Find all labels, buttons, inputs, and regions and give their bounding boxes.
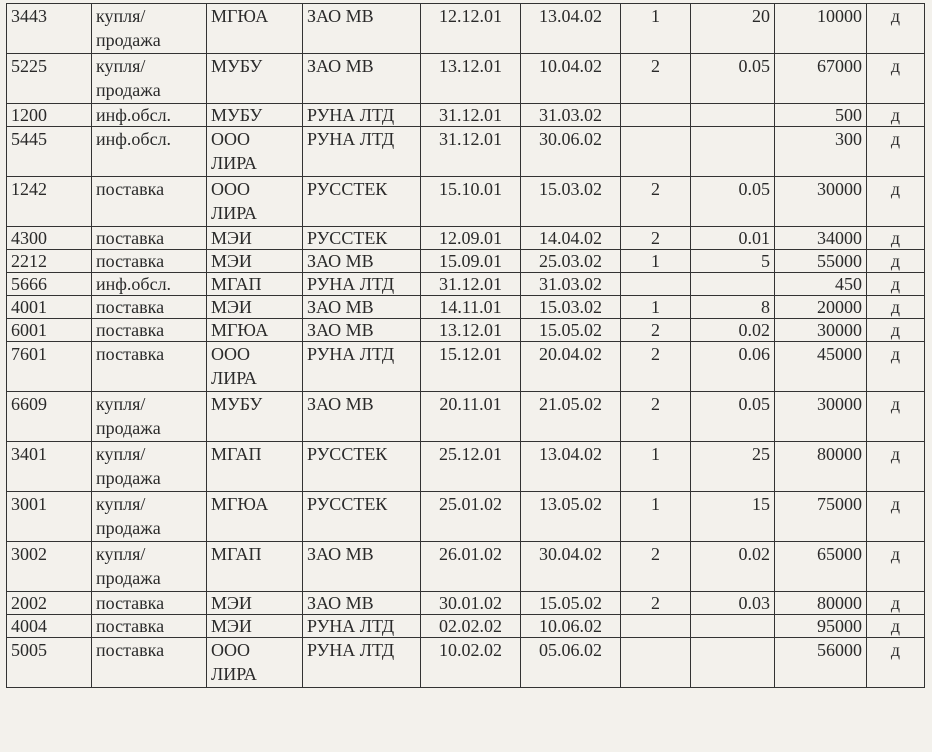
- supplier-name: РУССТЕК: [303, 227, 421, 250]
- term-code: 1: [621, 250, 691, 273]
- contract-number: 3443: [7, 4, 92, 54]
- table-row: [7, 615, 925, 638]
- status-flag: д: [867, 250, 925, 273]
- table-row: [7, 127, 925, 177]
- contract-type: инф.обсл.: [92, 273, 207, 296]
- client-name: МУБУ: [207, 54, 303, 104]
- rate-value: 0.03: [691, 592, 775, 615]
- contract-number: 5225: [7, 54, 92, 104]
- amount-value: 500: [775, 104, 867, 127]
- amount-value: 300: [775, 127, 867, 177]
- contract-type: купля/ продажа: [92, 492, 207, 542]
- supplier-name: ЗАО МВ: [303, 296, 421, 319]
- end-date: 10.04.02: [521, 54, 621, 104]
- status-flag: д: [867, 54, 925, 104]
- end-date: 13.04.02: [521, 4, 621, 54]
- amount-value: 75000: [775, 492, 867, 542]
- term-code: [621, 638, 691, 688]
- contract-type: поставка: [92, 319, 207, 342]
- status-flag: д: [867, 542, 925, 592]
- status-flag: д: [867, 104, 925, 127]
- table-row: [7, 273, 925, 296]
- amount-value: 30000: [775, 392, 867, 442]
- client-name: МЭИ: [207, 615, 303, 638]
- status-flag: д: [867, 442, 925, 492]
- term-code: 2: [621, 592, 691, 615]
- contract-type: инф.обсл.: [92, 104, 207, 127]
- rate-value: [691, 127, 775, 177]
- status-flag: д: [867, 177, 925, 227]
- rate-value: 0.05: [691, 54, 775, 104]
- amount-value: 55000: [775, 250, 867, 273]
- supplier-name: РУНА ЛТД: [303, 615, 421, 638]
- client-name: МГЮА: [207, 492, 303, 542]
- start-date: 13.12.01: [421, 319, 521, 342]
- supplier-name: РУССТЕК: [303, 177, 421, 227]
- rate-value: [691, 273, 775, 296]
- client-name: МГАП: [207, 273, 303, 296]
- term-code: 2: [621, 542, 691, 592]
- table-row: [7, 492, 925, 542]
- status-flag: д: [867, 638, 925, 688]
- client-name: МГЮА: [207, 319, 303, 342]
- term-code: 2: [621, 319, 691, 342]
- term-code: [621, 104, 691, 127]
- rate-value: 0.02: [691, 542, 775, 592]
- amount-value: 45000: [775, 342, 867, 392]
- term-code: 1: [621, 442, 691, 492]
- rate-value: 20: [691, 4, 775, 54]
- term-code: 2: [621, 177, 691, 227]
- contract-type: поставка: [92, 592, 207, 615]
- supplier-name: РУССТЕК: [303, 442, 421, 492]
- start-date: 25.12.01: [421, 442, 521, 492]
- amount-value: 80000: [775, 442, 867, 492]
- start-date: 30.01.02: [421, 592, 521, 615]
- rate-value: 5: [691, 250, 775, 273]
- start-date: 31.12.01: [421, 127, 521, 177]
- contract-number: 4004: [7, 615, 92, 638]
- amount-value: 34000: [775, 227, 867, 250]
- term-code: [621, 615, 691, 638]
- amount-value: 30000: [775, 177, 867, 227]
- table-row: [7, 392, 925, 442]
- supplier-name: ЗАО МВ: [303, 542, 421, 592]
- term-code: 1: [621, 492, 691, 542]
- contract-number: 2212: [7, 250, 92, 273]
- end-date: 31.03.02: [521, 104, 621, 127]
- status-flag: д: [867, 319, 925, 342]
- term-code: [621, 273, 691, 296]
- end-date: 15.05.02: [521, 592, 621, 615]
- end-date: 20.04.02: [521, 342, 621, 392]
- table-row: [7, 319, 925, 342]
- supplier-name: РУНА ЛТД: [303, 342, 421, 392]
- rate-value: 15: [691, 492, 775, 542]
- table-row: [7, 54, 925, 104]
- rate-value: 8: [691, 296, 775, 319]
- start-date: 31.12.01: [421, 273, 521, 296]
- status-flag: д: [867, 296, 925, 319]
- supplier-name: ЗАО МВ: [303, 319, 421, 342]
- contract-type: купля/ продажа: [92, 542, 207, 592]
- start-date: 02.02.02: [421, 615, 521, 638]
- amount-value: 67000: [775, 54, 867, 104]
- table-row: [7, 442, 925, 492]
- supplier-name: РУНА ЛТД: [303, 638, 421, 688]
- rate-value: 0.02: [691, 319, 775, 342]
- contract-type: поставка: [92, 615, 207, 638]
- client-name: МЭИ: [207, 296, 303, 319]
- start-date: 13.12.01: [421, 54, 521, 104]
- end-date: 25.03.02: [521, 250, 621, 273]
- start-date: 26.01.02: [421, 542, 521, 592]
- end-date: 14.04.02: [521, 227, 621, 250]
- term-code: 1: [621, 4, 691, 54]
- table-row: [7, 4, 925, 54]
- end-date: 15.03.02: [521, 296, 621, 319]
- client-name: ООО ЛИРА: [207, 638, 303, 688]
- amount-value: 450: [775, 273, 867, 296]
- amount-value: 30000: [775, 319, 867, 342]
- term-code: 2: [621, 227, 691, 250]
- end-date: 13.05.02: [521, 492, 621, 542]
- rate-value: [691, 104, 775, 127]
- contract-number: 2002: [7, 592, 92, 615]
- status-flag: д: [867, 273, 925, 296]
- client-name: МУБУ: [207, 392, 303, 442]
- supplier-name: РУССТЕК: [303, 492, 421, 542]
- term-code: 2: [621, 342, 691, 392]
- contract-number: 1242: [7, 177, 92, 227]
- contract-number: 5005: [7, 638, 92, 688]
- table-row: [7, 227, 925, 250]
- contract-number: 3001: [7, 492, 92, 542]
- client-name: МГЮА: [207, 4, 303, 54]
- start-date: 25.01.02: [421, 492, 521, 542]
- end-date: 30.04.02: [521, 542, 621, 592]
- contract-number: 4001: [7, 296, 92, 319]
- supplier-name: ЗАО МВ: [303, 54, 421, 104]
- supplier-name: ЗАО МВ: [303, 592, 421, 615]
- client-name: МГАП: [207, 442, 303, 492]
- end-date: 31.03.02: [521, 273, 621, 296]
- client-name: ООО ЛИРА: [207, 342, 303, 392]
- table-row: [7, 177, 925, 227]
- amount-value: 20000: [775, 296, 867, 319]
- table-row: [7, 342, 925, 392]
- supplier-name: ЗАО МВ: [303, 392, 421, 442]
- start-date: 10.02.02: [421, 638, 521, 688]
- contract-type: купля/ продажа: [92, 442, 207, 492]
- contract-type: купля/ продажа: [92, 4, 207, 54]
- rate-value: [691, 638, 775, 688]
- term-code: 2: [621, 54, 691, 104]
- end-date: 13.04.02: [521, 442, 621, 492]
- status-flag: д: [867, 227, 925, 250]
- amount-value: 95000: [775, 615, 867, 638]
- amount-value: 10000: [775, 4, 867, 54]
- end-date: 05.06.02: [521, 638, 621, 688]
- start-date: 15.10.01: [421, 177, 521, 227]
- start-date: 14.11.01: [421, 296, 521, 319]
- contract-type: поставка: [92, 227, 207, 250]
- start-date: 31.12.01: [421, 104, 521, 127]
- contract-number: 3401: [7, 442, 92, 492]
- contract-number: 6001: [7, 319, 92, 342]
- contract-type: купля/ продажа: [92, 392, 207, 442]
- client-name: МЭИ: [207, 250, 303, 273]
- status-flag: д: [867, 392, 925, 442]
- table-row: [7, 542, 925, 592]
- contract-type: поставка: [92, 177, 207, 227]
- supplier-name: РУНА ЛТД: [303, 104, 421, 127]
- contract-type: купля/ продажа: [92, 54, 207, 104]
- supplier-name: ЗАО МВ: [303, 4, 421, 54]
- table-row: [7, 250, 925, 273]
- end-date: 30.06.02: [521, 127, 621, 177]
- rate-value: 0.05: [691, 392, 775, 442]
- client-name: ООО ЛИРА: [207, 177, 303, 227]
- client-name: МЭИ: [207, 592, 303, 615]
- contract-number: 5666: [7, 273, 92, 296]
- status-flag: д: [867, 592, 925, 615]
- table-row: [7, 104, 925, 127]
- status-flag: д: [867, 492, 925, 542]
- contract-number: 7601: [7, 342, 92, 392]
- end-date: 15.05.02: [521, 319, 621, 342]
- term-code: 1: [621, 296, 691, 319]
- status-flag: д: [867, 4, 925, 54]
- amount-value: 65000: [775, 542, 867, 592]
- client-name: МУБУ: [207, 104, 303, 127]
- rate-value: 0.05: [691, 177, 775, 227]
- client-name: МГАП: [207, 542, 303, 592]
- status-flag: д: [867, 615, 925, 638]
- supplier-name: РУНА ЛТД: [303, 273, 421, 296]
- contract-type: поставка: [92, 296, 207, 319]
- table-row: [7, 638, 925, 688]
- end-date: 21.05.02: [521, 392, 621, 442]
- start-date: 15.09.01: [421, 250, 521, 273]
- start-date: 12.09.01: [421, 227, 521, 250]
- amount-value: 80000: [775, 592, 867, 615]
- contract-number: 4300: [7, 227, 92, 250]
- contract-number: 3002: [7, 542, 92, 592]
- end-date: 10.06.02: [521, 615, 621, 638]
- contract-type: поставка: [92, 638, 207, 688]
- client-name: МЭИ: [207, 227, 303, 250]
- contract-type: поставка: [92, 342, 207, 392]
- table-row: [7, 592, 925, 615]
- term-code: 2: [621, 392, 691, 442]
- contract-number: 6609: [7, 392, 92, 442]
- contracts-table: [6, 3, 925, 688]
- rate-value: 0.01: [691, 227, 775, 250]
- supplier-name: ЗАО МВ: [303, 250, 421, 273]
- contract-number: 1200: [7, 104, 92, 127]
- end-date: 15.03.02: [521, 177, 621, 227]
- client-name: ООО ЛИРА: [207, 127, 303, 177]
- rate-value: 25: [691, 442, 775, 492]
- supplier-name: РУНА ЛТД: [303, 127, 421, 177]
- start-date: 12.12.01: [421, 4, 521, 54]
- start-date: 20.11.01: [421, 392, 521, 442]
- table-row: [7, 296, 925, 319]
- status-flag: д: [867, 127, 925, 177]
- contract-type: инф.обсл.: [92, 127, 207, 177]
- contract-number: 5445: [7, 127, 92, 177]
- rate-value: 0.06: [691, 342, 775, 392]
- start-date: 15.12.01: [421, 342, 521, 392]
- rate-value: [691, 615, 775, 638]
- term-code: [621, 127, 691, 177]
- status-flag: д: [867, 342, 925, 392]
- contract-type: поставка: [92, 250, 207, 273]
- amount-value: 56000: [775, 638, 867, 688]
